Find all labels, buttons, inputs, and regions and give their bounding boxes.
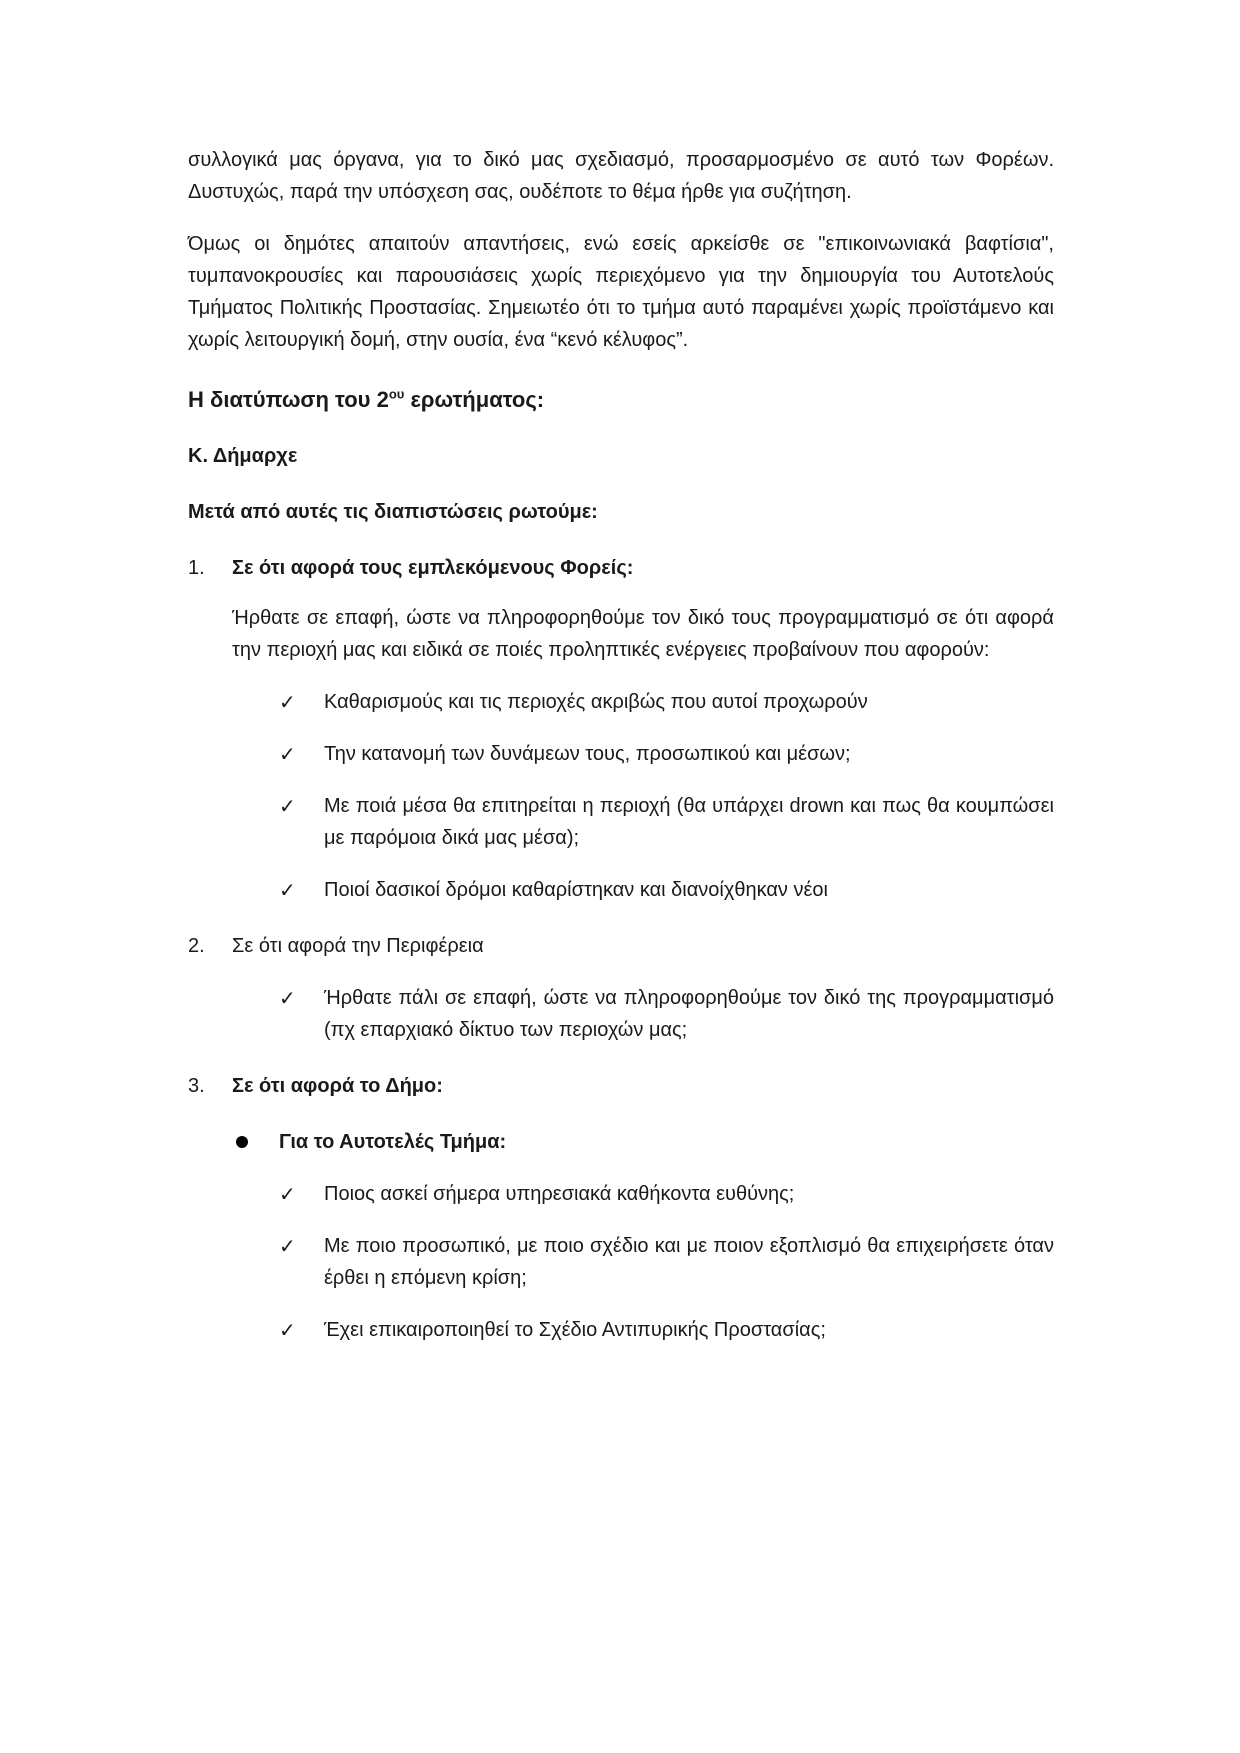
checkmark-icon: ✓ — [279, 986, 296, 1010]
check-item-text: Με ποιο προσωπικό, με ποιο σχέδιο και με ποιον εξοπλισμό θα επιχειρήσετε όταν έρθει η επόμενη κρίση; — [324, 1235, 1054, 1289]
check-item — [188, 982, 1054, 1046]
check-item-text: Καθαρισμούς και τις περιοχές ακριβώς που αυτοί προχωρούν — [324, 691, 868, 713]
salutation: Κ. Δήμαρχε — [188, 445, 298, 467]
check-item-text: Έχει επικαιροποιηθεί το Σχέδιο Αντιπυρικής Προστασίας; — [324, 1319, 826, 1341]
check-item — [188, 738, 1054, 770]
section-2 — [188, 930, 1054, 962]
section-title: Σε ότι αφορά την Περιφέρεια — [232, 935, 484, 957]
check-item-text: Την κατανομή των δυνάμεων τους, προσωπικού και μέσων; — [324, 743, 851, 765]
check-item — [188, 1178, 1054, 1210]
checkmark-icon: ✓ — [279, 794, 296, 818]
section-text: Ήρθατε σε επαφή, ώστε να πληροφορηθούμε τον δικό τους προγραμματισμό σε ότι αφορά την περιοχή μας και ειδικά σε ποιές προληπτικές ενέργειες προβαίνουν που αφορούν: — [232, 607, 1054, 661]
check-item-text: Ποιοί δασικοί δρόμοι καθαρίστηκαν και διανοίχθηκαν νέοι — [324, 879, 828, 901]
bullet-text: Για το Αυτοτελές Τμήμα: — [279, 1131, 507, 1153]
section-number: 1. — [188, 557, 205, 579]
check-item-text: Με ποιά μέσα θα επιτηρείται η περιοχή (θα υπάρχει drown και πως θα κουμπώσει με παρόμοια δικά μας μέσα); — [324, 795, 1054, 849]
section-number: 3. — [188, 1075, 205, 1097]
checkmark-icon: ✓ — [279, 1234, 296, 1258]
heading-text: Η διατύπωση του 2 — [188, 387, 389, 412]
check-item — [188, 790, 1054, 854]
intro-paragraph: Όμως οι δημότες απαιτούν απαντήσεις, ενώ εσείς αρκείσθε σε "επικοινωνιακά βαφτίσια", τυμπανοκρουσίες και παρουσιάσεις χωρίς περιεχόμενο για την δημιουργία του Αυτοτελούς Τμήματος Πολιτικής Προστασίας. Σημειωτέο ότι το τμήμα αυτό παραμένει χωρίς προϊστάμενο και χωρίς λειτουργική δομή, στην ουσία, ένα “κενό κέλυφος”. — [188, 233, 1054, 351]
heading-superscript: ου — [388, 386, 405, 402]
check-item — [188, 874, 1054, 906]
section-number: 2. — [188, 935, 205, 957]
check-item-text: Ποιος ασκεί σήμερα υπηρεσιακά καθήκοντα ευθύνης; — [324, 1183, 795, 1205]
check-item — [188, 1230, 1054, 1294]
section-title: Σε ότι αφορά το Δήμο: — [232, 1075, 443, 1097]
heading-text-end: ερωτήματος: — [404, 387, 545, 412]
check-item-text: Ήρθατε πάλι σε επαφή, ώστε να πληροφορηθούμε τον δικό της προγραμματισμό (πχ επαρχιακό δίκτυο των περιοχών μας; — [324, 987, 1054, 1041]
question-intro: Μετά από αυτές τις διαπιστώσεις ρωτούμε: — [188, 501, 598, 523]
checkmark-icon: ✓ — [279, 1182, 296, 1206]
checkmark-icon: ✓ — [279, 690, 296, 714]
bullet-dot-icon — [236, 1136, 248, 1148]
document-page — [188, 144, 1054, 1346]
check-item — [188, 1314, 1054, 1346]
intro-paragraph: συλλογικά μας όργανα, για το δικό μας σχεδιασμό, προσαρμοσμένο σε αυτό των Φορέων. Δυστυχώς, παρά την υπόσχεση σας, ουδέποτε το θέμα ήρθε για συζήτηση. — [188, 149, 1054, 203]
bullet-item — [188, 1126, 1054, 1158]
checkmark-icon: ✓ — [279, 1318, 296, 1342]
checkmark-icon: ✓ — [279, 742, 296, 766]
section-1 — [188, 552, 1054, 584]
check-item — [188, 686, 1054, 718]
section-3 — [188, 1070, 1054, 1102]
question-heading — [188, 384, 1054, 416]
checkmark-icon: ✓ — [279, 878, 296, 902]
section-title: Σε ότι αφορά τους εμπλεκόμενους Φορείς: — [232, 557, 634, 579]
